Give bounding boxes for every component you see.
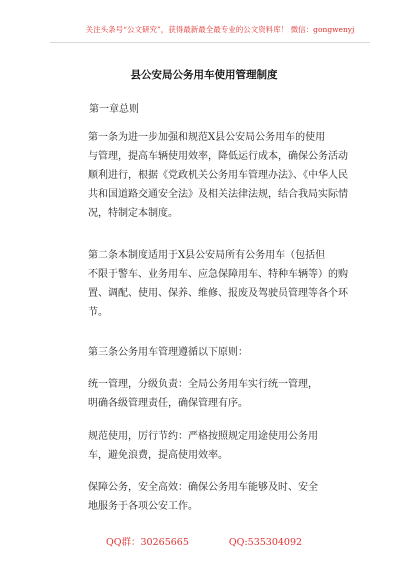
paragraph-first-line: 第一条为进一步加强和规范X县公安局公务用车的使用 — [88, 132, 326, 143]
header-divider — [50, 42, 370, 43]
chapter-heading: 第一章总则 — [89, 104, 139, 115]
paragraph-principle-3 — [88, 478, 348, 516]
paragraph-body: 不限于警车、业务用车、应急保障用车、特种车辆等）的购置、调配、使用、保养、维修、报废及驾驶员管理等各个环节。 — [88, 269, 348, 318]
paragraph-body: 地服务于各项公安工作。 — [88, 501, 198, 512]
paragraph-principle-2 — [88, 427, 348, 465]
paragraph-first-line: 第二条本制度适用于X县公安局所有公务用车（包括但 — [88, 250, 326, 261]
paragraph-body: 明确各级管理责任，确保管理有序。 — [88, 398, 248, 409]
paragraph-first-line: 第三条公务用车管理遵循以下原则： — [88, 347, 248, 358]
paragraph-first-line: 保障公务，安全高效：确保公务用车能够及时、安全 — [88, 482, 318, 493]
document-title: 县公安局公务用车使用管理制度 — [130, 69, 278, 81]
paragraph-article-3 — [88, 343, 348, 362]
paragraph-principle-1 — [88, 375, 348, 413]
paragraph-body: 车，避免浪费，提高使用效率。 — [88, 450, 228, 461]
paragraph-first-line: 规范使用，厉行节约：严格按照规定用途使用公务用 — [88, 431, 318, 442]
footer-qq-group: QQ群：30265665 — [105, 537, 189, 548]
paragraph-body: 与管理，提高车辆使用效率，降低运行成本，确保公务活动顺利进行，根据《党政机关公务用车管理办法》、《中华人民共和国道路交通安全法》及相关法律法规，结合我局实际情况，特制定本制度。 — [88, 151, 348, 219]
footer-qq: QQ:535304092 — [228, 537, 303, 548]
paragraph-article-1 — [88, 128, 348, 223]
header-promo-note: 关注头条号“公文研究”，获得最新最全最专业的公文资料库！ 微信：gongwenyj — [85, 25, 355, 34]
paragraph-first-line: 统一管理，分级负责：全局公务用车实行统一管理， — [88, 379, 318, 390]
paragraph-article-2 — [88, 246, 348, 322]
footer-contact — [0, 534, 408, 548]
